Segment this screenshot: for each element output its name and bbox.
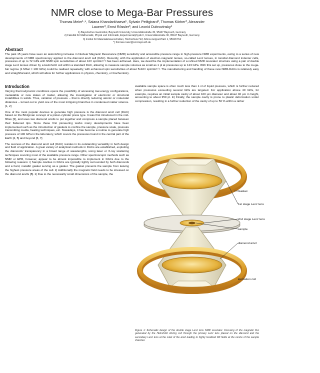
abstract-heading: Abstract	[5, 47, 23, 52]
right-column-text: available sample space is often much less than 1 nl of liquid pressure, which is further reduced when pressures exceeding several GPa are targeted. For application above 40 GPa, for example, requires an initial sample cavity of about 100 µm diameter and about 40 µm in height, amounting to about 350 pl. iii) Finally, the sample cavity is prone to plastic deformation under compression, resulting in a further reduction of the cavity of up to 50 % within a rather	[135, 84, 259, 103]
affiliation-3: 3) Institut für Materialwissenschaften, Hochschule Hof, Alfons-Goppel-Platz 1, 95028 Hof	[82, 37, 182, 41]
label-diamond-anvil: diamond anvil	[238, 241, 257, 245]
label-gasket: Gasket	[238, 189, 248, 193]
sample-chamber	[189, 222, 196, 224]
label-excitation-coil: excitation coil	[238, 277, 257, 281]
introduction-column	[5, 85, 129, 178]
figure-1	[134, 119, 265, 327]
label-first-stage-lens: 1st stage Lenz lens	[238, 202, 264, 206]
intro-paragraph-1: Varying thermodynamic conditions opens the possibility of accessing low-energy configurations, metastable or new states of matter, allowing the investigation of electronic or structural instabilities in solids. Thus, variation of pressure – that is directly reducing atomic or molecular distances – turned out to yield one of the most intriguing branches in condensed matter science. [1, 2]	[5, 88, 129, 108]
author-line-1: Thomas Meier¹˒*, Saiana Khandarkhaeva¹, Sylvain Petitgirard², Thomas Körber³, Alexander	[59, 20, 205, 24]
intro-paragraph-2: One of the most popular devices to generate high pressure is the diamond anvil cell (DAC) based on the Bridgman concept of a piston-cylinder press type. It was first introduced in the mid-fifties [3], and uses two diamond anvils to put together and compress a sample placed between their flattened tips. Since these first pioneering works many developments have been implemented such as the introduction of gaskets to confine the sample, pressure scale, pressure transmitting media, heating techniques, etc. Nowadays, it has become a routine to generate high pressure of 100 GPa in the laboratory, which covers the pressures found in the central part of the Earth [4, 5] and beyond [6, 7].	[5, 109, 129, 140]
paper-title: NMR close to Mega-Bar Pressures	[50, 7, 214, 19]
intro-paragraph-3: The success of the diamond anvil cell (DAC) resides in its outstanding versatility in both design and field of application. A great variety of analytical methods in DACs are established, exploiting the diamonds' transparency in a broad range of wavelengths, using laser or X-ray scattering techniques covering most of the available pressure range. Other spectroscopic methods such as NMR or EPR, however, appear to be almost impossible to implement in DACs due to the following reasons: i) Sample cavities in DACs are typically tightly surrounded by both diamonds and a hard, metallic gasket serving as a gasket. The gasket prevents the sample from leaving the highest pressure areas of the cell. ii) Additionally the magnetic field needs to be stressed on the diamond anvils [8]. ii) Due to the necessarily small dimensions of the sample, the	[5, 141, 129, 176]
lower-first-stage-lens	[162, 257, 222, 273]
affiliation-1: 1) Bayerisches Geoinstitut, Bayreuth University, Universitätsstraße 30, 95447 Bayreuth, Germany	[78, 31, 186, 34]
label-sample: sample	[238, 227, 248, 231]
author-list	[14, 20, 250, 29]
upper-first-stage-lens	[162, 173, 222, 189]
affiliations	[14, 31, 250, 45]
abstract-text: The past 15 years have seen an astonishing increase in Nuclear Magnetic Resonance (NMR) sensitivity and accessible pressure range in high-pressure NMR experiments, owing to a series of new developments of NMR spectroscopy applied to the diamond anvil cell (DAC). Recently, with the application of electron-magnetic lenses, so-called Lenz lenses, in toroidal diamond indenter cells, pressures of up to 72 GPa with NMR spin sensitivities of about 10¹² spin/Hz¹ᐟ² has been achieved. Here, we describe the implementation of a refined NMR resonator structure using a pair of double stage Lenz lenses driven by a Helmholtz coil within a standard DAC, allowing to measure sample volumes as small as 1 pl at pressures up to 123 GPa. With this set up, pressures close to the mega-bar regime (1 Mbar = 100 GPa) could be realised repeatedly, with enhanced spin sensitivities of about 5x10¹¹ spin/Hz¹ᐟ². The manufacturing and handling of these new NMR-DACs is relatively easy and straightforward, which will allow for further applications in physics, chemistry, or biochemistry.	[5, 52, 259, 75]
figure-caption: Figure 1: Schematic design of the double stage Lenz lens NMR resonator. Focusing of the magnetic flux generated by the Helmholtz driving coil through the primary Lenz lens placed on the diamond and the secondary Lenz lens at the culet of the anvil leading to highly localized RF fields at the centre of the sample chamber.	[135, 329, 259, 342]
affiliation-email: *) thomas.meier@uni-bayreuth.de	[113, 41, 151, 45]
introduction-heading: Introduction	[5, 84, 30, 89]
label-second-stage-lens: 2nd stage Lenz lens	[238, 217, 265, 221]
lenz-lens-schematic	[134, 119, 262, 327]
author-line-2: Lauerer³, Ernst Rössler³, and Leonid Dubrovinsky¹	[91, 24, 173, 29]
affiliation-2: 2) Fakultät für Mathematik, Physik und Informatik, Experimentalphysik II, Universitätsstraße 30, 95447 Bayreuth, Germany	[64, 34, 200, 38]
